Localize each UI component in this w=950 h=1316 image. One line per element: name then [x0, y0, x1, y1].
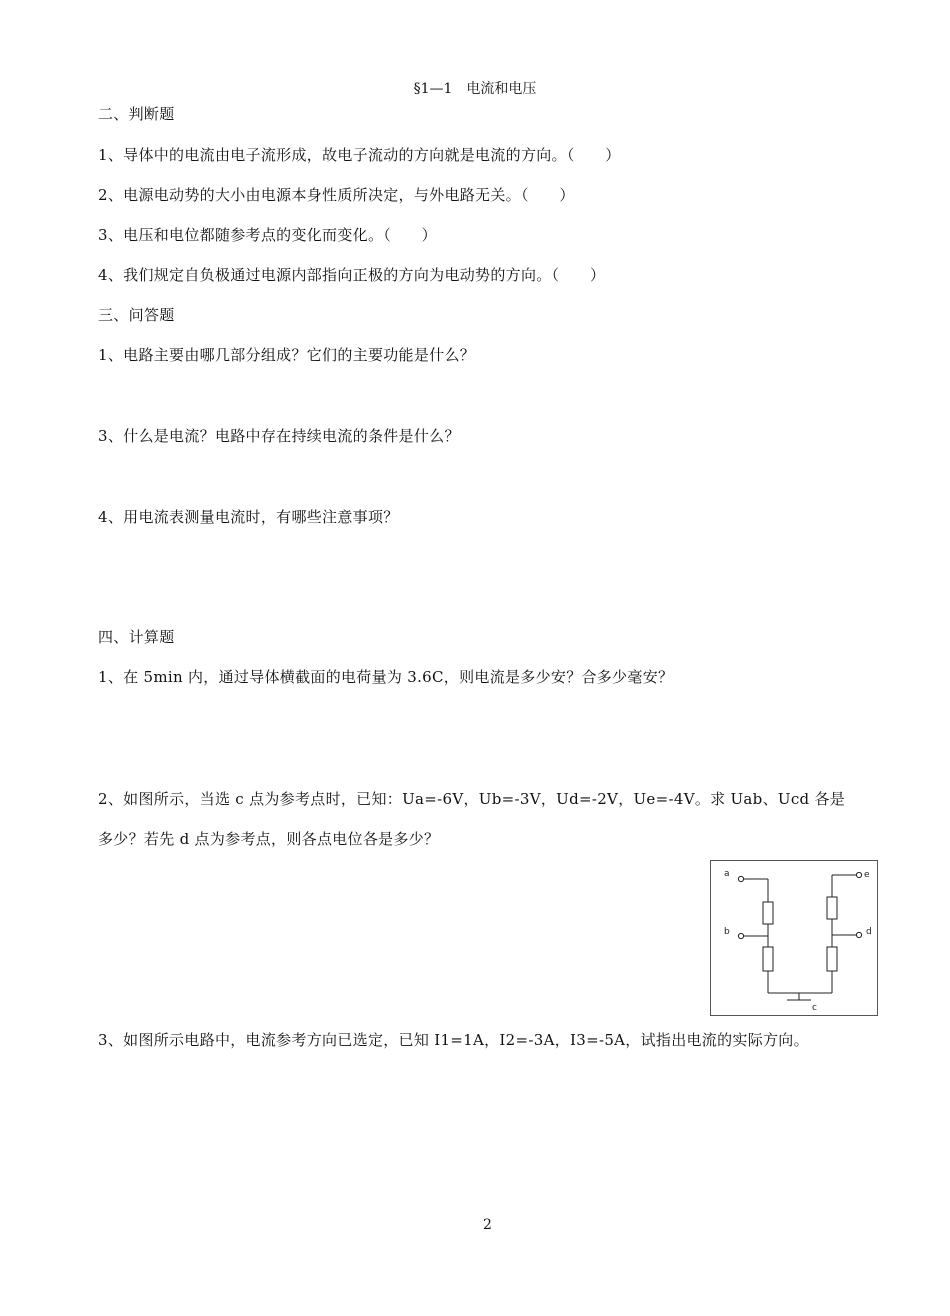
resistor-left-upper — [763, 902, 773, 924]
resistor-right-lower — [827, 947, 837, 971]
judgement-item-2: 2、电源电动势的大小由电源本身性质所决定，与外电路无关。（ ） — [98, 186, 575, 204]
section-heading-calc: 四、计算题 — [98, 628, 175, 646]
page-number: 2 — [483, 1217, 492, 1233]
section-heading-judgement: 二、判断题 — [98, 105, 175, 123]
calc-item-1: 1、在 5min 内，通过导体横截面的电荷量为 3.6C，则电流是多少安？合多少毫安？ — [98, 668, 674, 686]
calc-item-2-line-2: 多少？若先 d 点为参考点，则各点电位各是多少？ — [98, 830, 440, 848]
label-b: b — [724, 927, 730, 937]
resistor-right-upper — [827, 897, 837, 919]
qa-item-4: 4、用电流表测量电流时，有哪些注意事项？ — [98, 508, 399, 526]
label-c: c — [812, 1003, 817, 1013]
judgement-item-1: 1、导体中的电流由电子流形成，故电子流动的方向就是电流的方向。（ ） — [98, 146, 621, 164]
calc-item-2-line-1: 2、如图所示，当选 c 点为参考点时，已知：Ua=-6V，Ub=-3V，Ud=-2V，Ue=-4V。求 Uab、Ucd 各是 — [98, 790, 846, 808]
terminal-a — [738, 876, 743, 881]
circuit-svg — [711, 861, 877, 1015]
label-d: d — [866, 927, 872, 937]
label-e: e — [864, 870, 870, 880]
qa-item-3: 3、什么是电流？电路中存在持续电流的条件是什么？ — [98, 427, 460, 445]
terminal-b — [738, 933, 743, 938]
section-heading-qa: 三、问答题 — [98, 306, 175, 324]
calc-item-3: 3、如图所示电路中，电流参考方向已选定，已知 I1=1A，I2=-3A，I3=-5A，试指出电流的实际方向。 — [98, 1031, 809, 1049]
label-a: a — [724, 869, 730, 879]
qa-item-1: 1、电路主要由哪几部分组成？它们的主要功能是什么？ — [98, 346, 476, 364]
judgement-item-4: 4、我们规定自负极通过电源内部指向正极的方向为电动势的方向。（ ） — [98, 266, 606, 284]
page-title: §1—1 电流和电压 — [413, 81, 537, 97]
circuit-diagram — [710, 860, 878, 1016]
resistor-left-lower — [763, 947, 773, 971]
terminal-e — [856, 872, 861, 877]
terminal-d — [856, 932, 861, 937]
judgement-item-3: 3、电压和电位都随参考点的变化而变化。（ ） — [98, 226, 437, 244]
